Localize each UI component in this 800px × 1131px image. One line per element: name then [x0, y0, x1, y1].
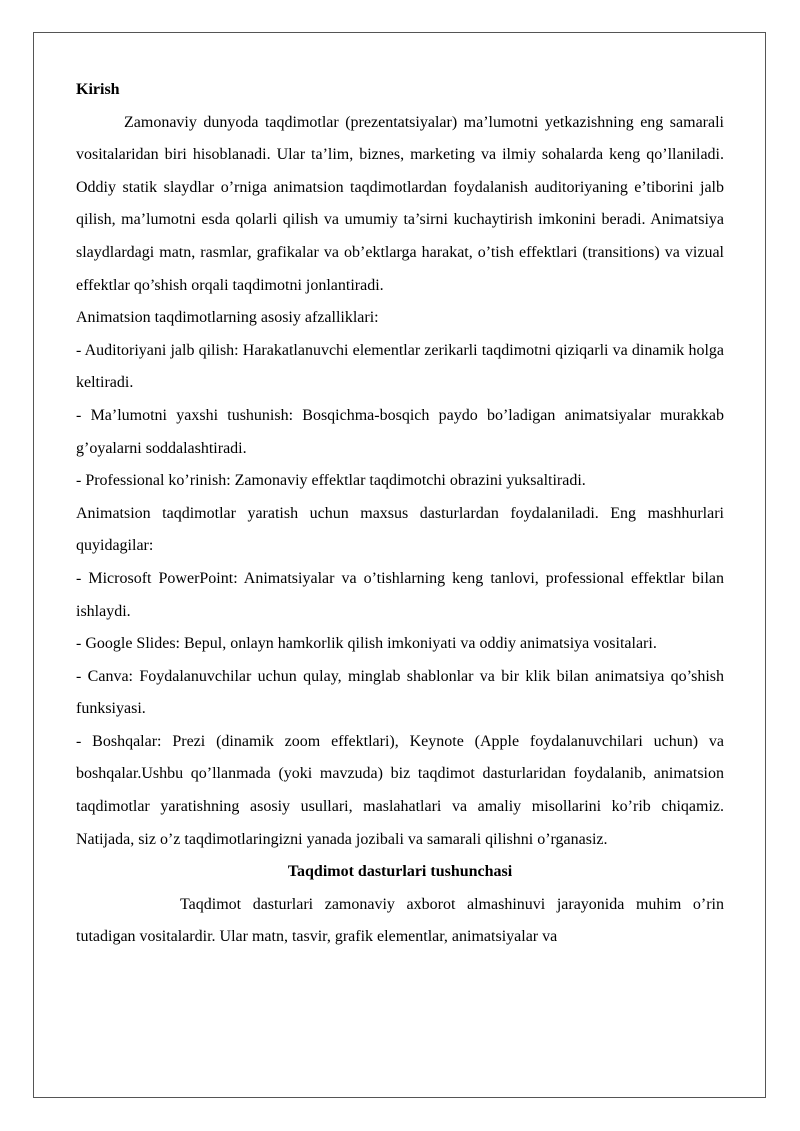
- software-item: - Canva: Foydalanuvchilar uchun qulay, minglab shablonlar va bir klik bilan animatsiya qo’shish funksiyasi.: [76, 667, 724, 718]
- software-item: - Microsoft PowerPoint: Animatsiyalar va o’tishlarning keng tanlovi, professional effektlar bilan ishlaydi.: [76, 569, 724, 620]
- document-body: [76, 74, 724, 954]
- software-intro-paragraph: Animatsion taqdimotlar yaratish uchun maxsus dasturlardan foydalaniladi. Eng mashhurlari quyidagilar:: [76, 504, 724, 555]
- section-paragraph: Taqdimot dasturlari zamonaviy axborot almashinuvi jarayonida muhim o’rin tutadigan vositalardir. Ular matn, tasvir, grafik elementlar, animatsiyalar va: [76, 895, 724, 946]
- intro-paragraph: Zamonaviy dunyoda taqdimotlar (prezentatsiyalar) ma’lumotni yetkazishning eng samarali vositalaridan biri hisoblanadi. Ular ta’lim, biznes, marketing va ilmiy sohalarda keng qo’llaniladi. Oddiy statik slaydlar o’rniga animatsion taqdimotlardan foydalanish auditoriyaning e’tiborini jalb qilish, ma’lumotni esda qolarli qilish va umumiy ta’sirni kuchaytirish imkonini beradi. Animatsiya slaydlardagi matn, rasmlar, grafikalar va ob’ektlarga harakat, o’tish effektlari (transitions) va vizual effektlar qo’shish orqali taqdimotni jonlantiradi.: [76, 113, 724, 294]
- software-item: - Boshqalar: Prezi (dinamik zoom effektlari), Keynote (Apple foydalanuvchilari uchun) va boshqalar.Ushbu qo’llanmada (yoki mavzuda) biz taqdimot dasturlaridan foydalanib, animatsion taqdimotlar yaratishning asosiy usullari, maslahatlari va amaliy misollarini ko’rib chiqamiz. Natijada, siz o’z taqdimotlaringizni yanada jozibali va samarali qilishni o’rganasiz.: [76, 732, 724, 848]
- intro-heading: Kirish: [76, 81, 120, 98]
- advantage-item: - Auditoriyani jalb qilish: Harakatlanuvchi elementlar zerikarli taqdimotni qiziqarli va dinamik holga keltiradi.: [76, 341, 724, 392]
- section-heading: Taqdimot dasturlari tushunchasi: [287, 863, 513, 881]
- software-item: - Google Slides: Bepul, onlayn hamkorlik qilish imkoniyati va oddiy animatsiya vositalari.: [76, 635, 657, 653]
- advantage-item: - Professional ko’rinish: Zamonaviy effektlar taqdimotchi obrazini yuksaltiradi.: [76, 472, 586, 490]
- advantages-title: Animatsion taqdimotlarning asosiy afzalliklari:: [76, 309, 379, 327]
- advantage-item: - Ma’lumotni yaxshi tushunish: Bosqichma-bosqich paydo bo’ladigan animatsiyalar murakkab g’oyalarni soddalashtiradi.: [76, 406, 724, 457]
